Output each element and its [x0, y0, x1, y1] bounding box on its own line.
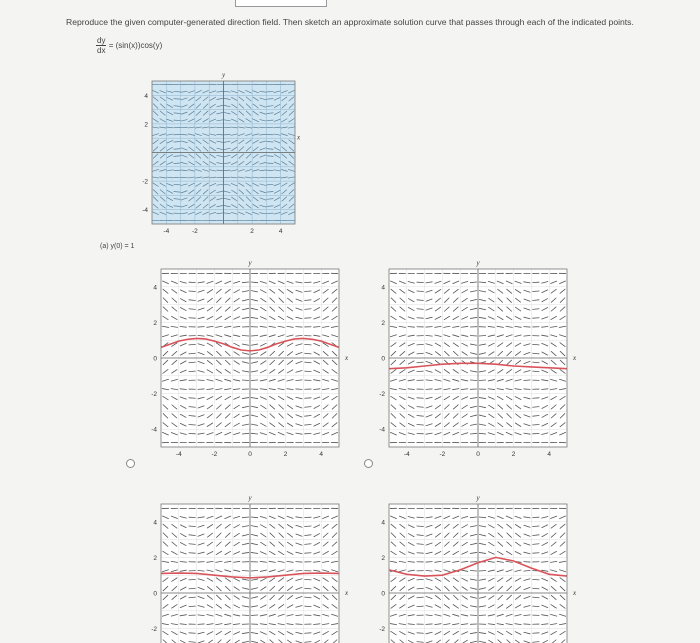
option-plot-2 — [365, 255, 580, 470]
option-1-y-tick-label: 0 — [153, 355, 157, 363]
option-3-y-tick-label: 0 — [153, 590, 157, 598]
option-1-y-axis-label: y — [248, 259, 252, 267]
option-3-y-axis-label: y — [248, 494, 252, 502]
option-1-radio[interactable] — [126, 459, 135, 468]
option-1-x-axis-label: x — [345, 354, 349, 362]
equals-sign: = — [108, 41, 114, 50]
option-4-y-tick-label: 2 — [381, 554, 385, 562]
option-2-y-tick-label: 2 — [381, 319, 385, 327]
option-2-y-axis-label: y — [476, 259, 480, 267]
option-2-y-tick-label: 4 — [381, 284, 385, 292]
option-3-x-axis-label: x — [345, 589, 349, 597]
differential-equation — [96, 36, 162, 55]
option-1-y-tick-label: 4 — [153, 284, 157, 292]
reference-plot-x-tick-label: 4 — [278, 228, 283, 235]
fraction-denominator: dx — [97, 46, 106, 55]
reference-plot-x-axis-label: x — [297, 133, 301, 142]
option-1-x-tick-label: 4 — [319, 451, 324, 458]
option-plot-4 — [365, 490, 580, 643]
reference-plot-y-axis-label: y — [221, 71, 226, 79]
option-1-y-tick-label: 2 — [153, 319, 157, 327]
option-1-x-tick-label: 2 — [283, 451, 288, 458]
reference-plot-y-tick-label: 2 — [144, 121, 148, 129]
option-2-x-tick-label: 0 — [476, 451, 480, 458]
option-2-x-axis-label: x — [573, 354, 577, 362]
option-2-x-tick-label: -2 — [439, 451, 446, 458]
option-4-field-area — [389, 504, 567, 643]
reference-plot-y-tick-label: -2 — [142, 178, 148, 186]
top-tab — [235, 0, 327, 7]
option-1-x-tick-label: -2 — [211, 451, 218, 458]
option-4-y-tick-label: -2 — [379, 626, 385, 634]
option-2-y-tick-label: 0 — [381, 355, 385, 363]
option-1-x-tick-label: -4 — [175, 451, 182, 458]
equation-rhs: (sin(x))cos(y) — [115, 41, 163, 50]
reference-plot-y-tick-label: -4 — [142, 207, 148, 215]
option-plot-1 — [135, 255, 350, 470]
question-text: Reproduce the given computer-generated direction field. Then sketch an approximate solution curve that passes through each of the indicated points. — [66, 17, 634, 27]
option-1-y-tick-label: -2 — [151, 391, 157, 399]
reference-plot-field-area — [152, 81, 295, 224]
option-2-radio[interactable] — [364, 459, 373, 468]
option-1-y-tick-label: -4 — [151, 426, 157, 434]
reference-plot-x-tick-label: -4 — [163, 228, 170, 235]
part-a-label: (a) y(0) = 1 — [100, 243, 135, 250]
option-4-y-axis-label: y — [476, 494, 480, 502]
option-2-x-tick-label: -4 — [403, 451, 410, 458]
option-3-field-area — [161, 504, 339, 643]
reference-plot-x-tick-label: 2 — [250, 228, 254, 235]
option-1-field-area — [161, 269, 339, 447]
option-3-y-tick-label: -2 — [151, 626, 157, 634]
option-3-y-tick-label: 2 — [153, 554, 157, 562]
reference-direction-field — [125, 70, 300, 235]
option-2-y-tick-label: -4 — [379, 426, 385, 434]
option-4-y-tick-label: 0 — [381, 590, 385, 598]
option-4-x-axis-label: x — [573, 589, 577, 597]
option-1-x-tick-label: 0 — [248, 451, 252, 458]
reference-plot-y-tick-label: 4 — [144, 92, 148, 100]
option-2-x-tick-label: 2 — [511, 451, 516, 458]
option-2-x-tick-label: 4 — [547, 451, 552, 458]
option-2-field-area — [389, 269, 567, 447]
option-2-y-tick-label: -2 — [379, 391, 385, 399]
reference-plot-x-tick-label: -2 — [192, 228, 198, 235]
fraction-numerator: dy — [97, 36, 106, 45]
option-plot-3 — [135, 490, 350, 643]
option-3-y-tick-label: 4 — [153, 519, 157, 527]
derivative-fraction — [96, 36, 106, 55]
option-4-y-tick-label: 4 — [381, 519, 385, 527]
